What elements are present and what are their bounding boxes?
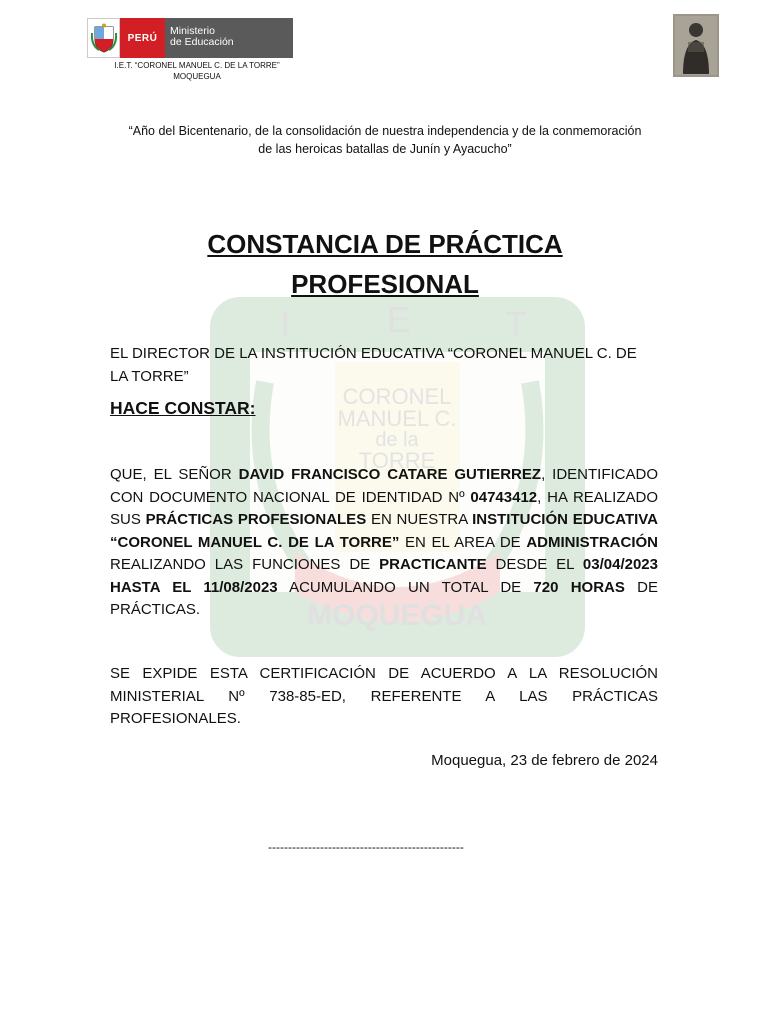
practicas-label: PRÁCTICAS PROFESIONALES <box>145 511 367 528</box>
student-name: DAVID FRANCISCO CATARE GUTIERREZ <box>238 466 542 483</box>
watermark-letter-i: I <box>280 304 291 345</box>
motto-line-1: “Año del Bicentenario, de la consolidación de nuestra independencia y de la conmemoración <box>128 124 642 138</box>
document-title <box>130 224 640 304</box>
peru-label: PERÚ <box>120 18 165 58</box>
watermark-name-1: CORONEL <box>342 384 452 409</box>
watermark-name-2: MANUEL C. <box>337 406 457 431</box>
watermark-name-4: TORRE <box>358 448 436 473</box>
portrait-photo <box>673 14 719 77</box>
total-hours: 720 HORAS <box>533 578 625 596</box>
issue-date: Moquegua, 23 de febrero de 2024 <box>431 752 658 769</box>
ministry-logo <box>87 18 293 58</box>
watermark-name-3: de la <box>375 429 419 451</box>
area-name: ADMINISTRACIÓN <box>526 533 658 551</box>
practice-period: 03/04/2023 HASTA EL 11/08/2023 <box>110 556 658 596</box>
body-text-4: EN NUESTRA <box>366 511 473 528</box>
ministry-line-1: Ministerio <box>170 25 215 37</box>
school-caption <box>87 60 307 82</box>
ministry-label <box>165 18 293 58</box>
title-line-1: CONSTANCIA DE PRÁCTICA <box>207 229 563 259</box>
title-line-2: PROFESIONAL <box>291 269 479 299</box>
watermark-letter-t: T <box>505 304 527 345</box>
role-name: PRACTICANTE <box>379 556 487 573</box>
year-motto <box>110 122 660 158</box>
body-text-9: DE PRÁCTICAS. <box>110 578 658 618</box>
body-text-2: , IDENTIFICADO CON DOCUMENTO NACIONAL DE IDENTIDAD Nº <box>110 466 658 506</box>
watermark-letter-e: E <box>387 299 412 340</box>
student-dni: 04743412 <box>470 488 538 506</box>
hace-constar-heading: HACE CONSTAR: <box>110 398 256 418</box>
body-text-3: , HA REALIZADO SUS <box>110 488 658 528</box>
watermark-moquegua: MOQUEGUA <box>307 599 487 632</box>
body-text-1: QUE, EL SEÑOR <box>110 466 239 483</box>
signature-line: ------------------------------------------------- <box>268 840 464 854</box>
peru-coat-of-arms-icon <box>87 18 120 58</box>
school-name: I.E.T. “CORONEL MANUEL C. DE LA TORRE” <box>114 61 280 70</box>
institution-name: INSTITUCIÓN EDUCATIVA “CORONEL MANUEL C. DE LA TORRE” <box>110 511 658 551</box>
body-text-6: REALIZANDO LAS FUNCIONES DE <box>110 556 380 573</box>
motto-line-2: de las heroicas batallas de Junín y Ayacucho” <box>258 142 512 156</box>
director-statement: EL DIRECTOR DE LA INSTITUCIÓN EDUCATIVA “CORONEL MANUEL C. DE LA TORRE” <box>110 345 637 385</box>
school-city: MOQUEGUA <box>173 72 221 81</box>
expedition-statement: SE EXPIDE ESTA CERTIFICACIÓN DE ACUERDO A LA RESOLUCIÓN MINISTERIAL Nº 738-85-ED, REFERENTE A LAS PRÁCTICAS PROFESIONALES. <box>110 665 658 727</box>
body-text-8: ACUMULANDO UN TOTAL DE <box>277 578 534 596</box>
body-text-5: EN EL AREA DE <box>399 533 527 551</box>
body-text-7: DESDE EL <box>486 556 583 573</box>
certificate-body <box>110 464 658 622</box>
ministry-line-2: de Educación <box>170 36 234 48</box>
